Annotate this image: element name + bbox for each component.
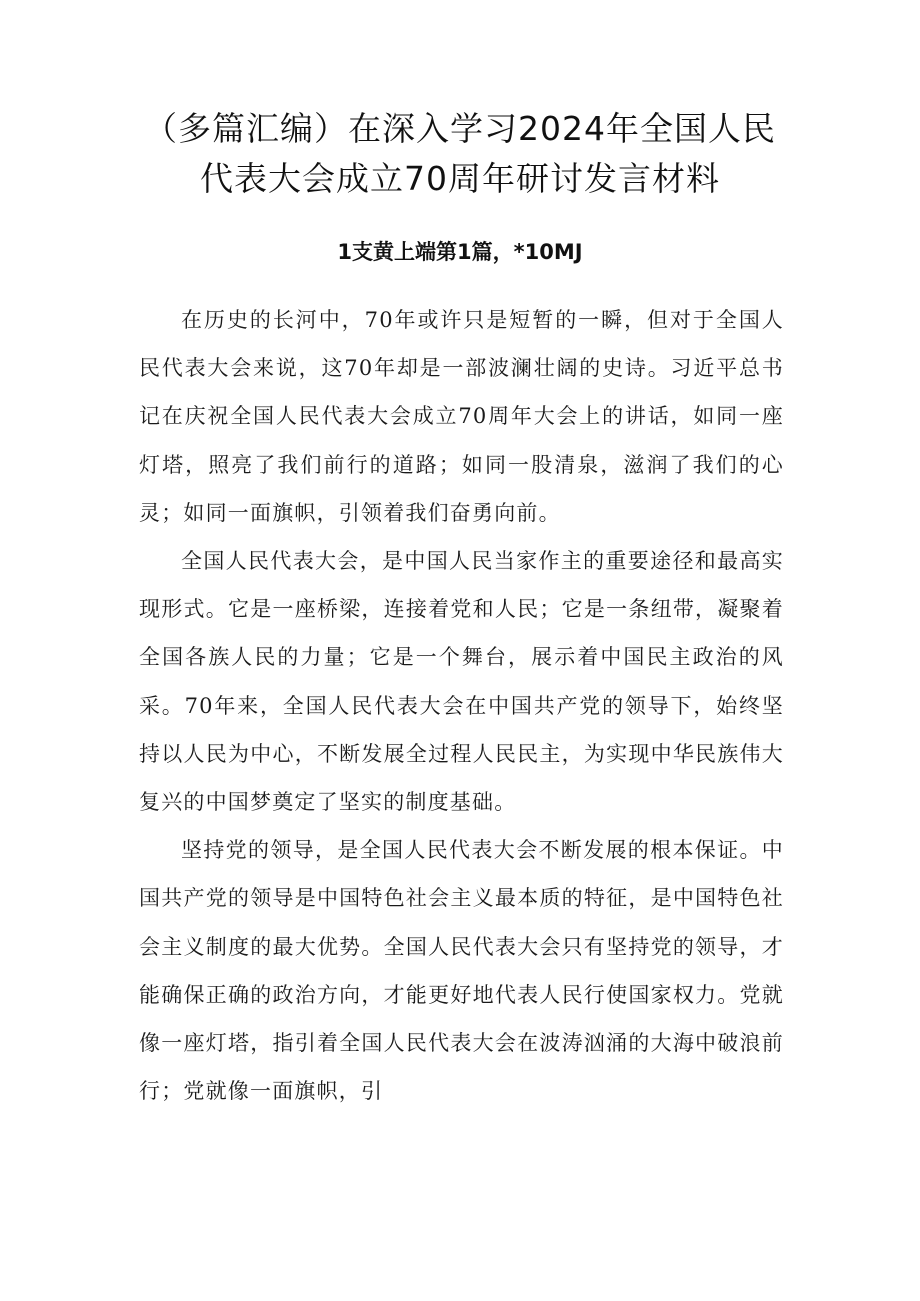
paragraph-3: 坚持党的领导，是全国人民代表大会不断发展的根本保证。中国共产党的领导是中国特色社会主义最本质的特征，是中国特色社会主义制度的最大优势。全国人民代表大会只有坚持党的领导，才能确保正确的政治方向，才能更好地代表人民行使国家权力。党就像一座灯塔，指引着全国人民代表大会在波涛汹涌的大海中破浪前行；党就像一面旗帜，引 <box>139 838 784 1104</box>
paragraph-2: 全国人民代表大会，是中国人民当家作主的重要途径和最高实现形式。它是一座桥梁，连接着党和人民；它是一条纽带，凝聚着全国各族人民的力量；它是一个舞台，展示着中国民主政治的风采。70年来，全国人民代表大会在中国共产党的领导下，始终坚持以人民为中心，不断发展全过程人民民主，为实现中华民族伟大复兴的中国梦奠定了坚实的制度基础。 <box>139 549 784 815</box>
document-title <box>120 104 800 204</box>
document-body <box>139 296 784 1115</box>
title-line-1: （多篇汇编）在深入学习2024年全国人民 <box>144 109 776 148</box>
title-line-2: 代表大会成立70周年研讨发言材料 <box>200 159 720 198</box>
document-subtitle: 1支黄上端第1篇，*10MJ <box>337 240 583 264</box>
paragraph-1: 在历史的长河中，70年或许只是短暂的一瞬，但对于全国人民代表大会来说，这70年却是一部波澜壮阔的史诗。习近平总书记在庆祝全国人民代表大会成立70周年大会上的讲话，如同一座灯塔，照亮了我们前行的道路；如同一股清泉，滋润了我们的心灵；如同一面旗帜，引领着我们奋勇向前。 <box>139 308 784 525</box>
